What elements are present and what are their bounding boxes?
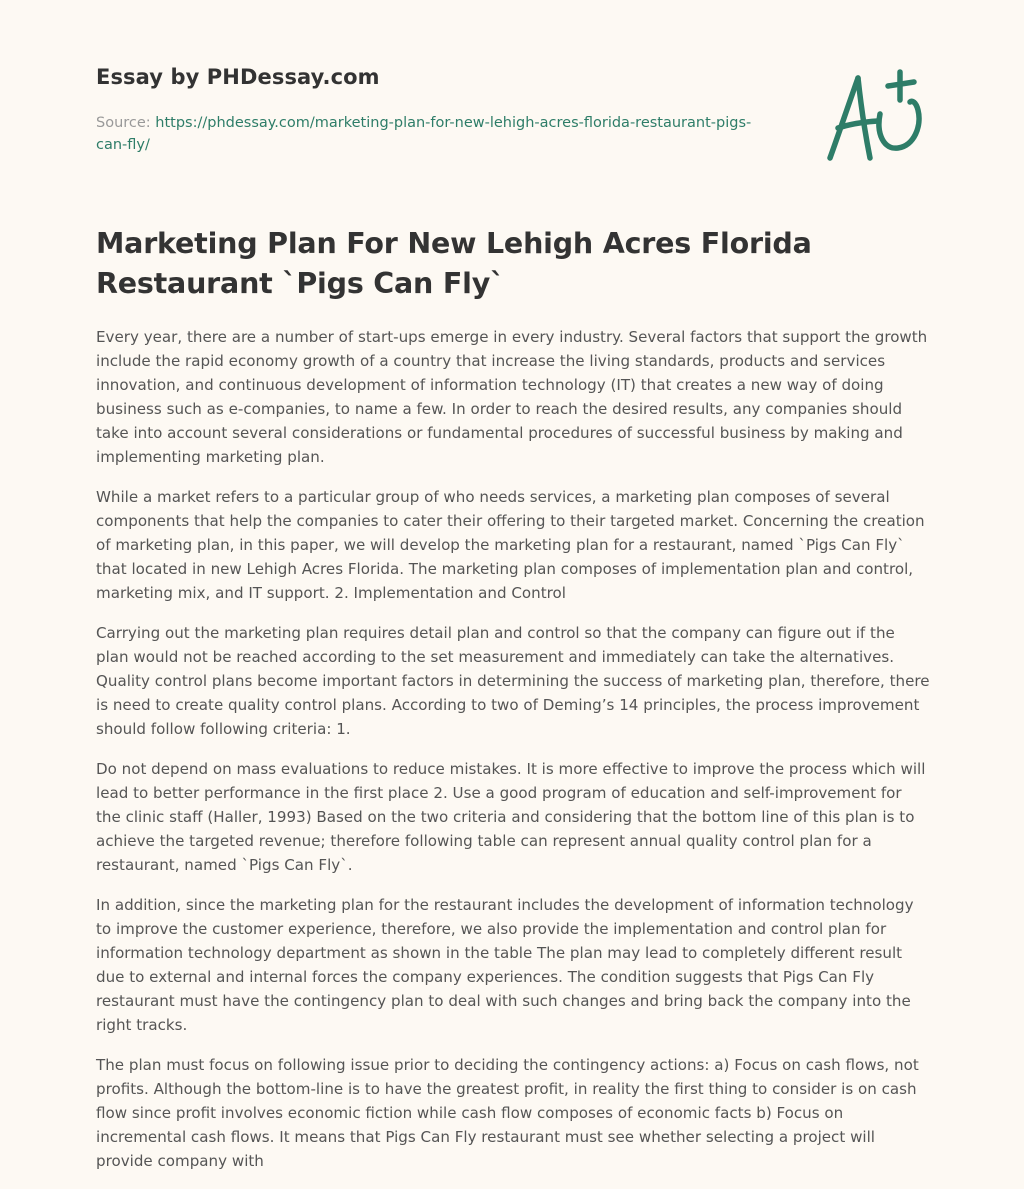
essay-paragraph: Carrying out the marketing plan requires detail plan and control so that the company can figure out if the plan would not be reached according to the set measurement and immediately can take the alternatives. Quality control plans become important factors in determining the success of marketing plan, therefore, there is need to create quality control plans. According to two of Deming’s 14 principles, the process improvement should follow following criteria: 1. [96, 624, 930, 738]
source-line [96, 112, 756, 156]
essay-paragraph: Every year, there are a number of start-ups emerge in every industry. Several factors that support the growth include the rapid economy growth of a country that increase the living standards, products and services innovation, and continuous development of information technology (IT) that creates a new way of doing business such as e-companies, to name a few. In order to reach the desired results, any companies should take into account several considerations or fundamental procedures of successful business by making and implementing marketing plan. [96, 328, 928, 466]
essay-paragraph: In addition, since the marketing plan for the restaurant includes the development of information technology to improve the customer experience, therefore, we also provide the implementation and control plan for information technology department as shown in the table The plan may lead to completely different result due to external and internal forces the company experiences. The condition suggests that Pigs Can Fly restaurant must have the contingency plan to deal with such changes and bring back the company into the right tracks. [96, 896, 914, 1034]
essay-paragraph: Do not depend on mass evaluations to reduce mistakes. It is more effective to improve the process which will lead to better performance in the first place 2. Use a good program of education and self-improvement for the clinic staff (Haller, 1993) Based on the two criteria and considering that the bottom line of this plan is to achieve the targeted revenue; therefore following table can represent annual quality control plan for a restaurant, named `Pigs Can Fly`. [96, 760, 926, 874]
source-link[interactable]: https://phdessay.com/marketing-plan-for-new-lehigh-acres-florida-restaurant-pigs-can-fly/ [96, 115, 752, 153]
source-label: Source: [96, 115, 151, 131]
site-brand: Essay by PHDessay.com [96, 65, 380, 89]
essay-title: Marketing Plan For New Lehigh Acres Florida Restaurant `Pigs Can Fly` [96, 227, 812, 300]
essay-paragraph: The plan must focus on following issue prior to deciding the contingency actions: a) Focus on cash flows, not profits. Although the bottom-line is to have the greatest profit, in reality the first thing to consider is on cash flow since profit involves economic fiction while cash flow composes of economic facts b) Focus on incremental cash flows. It means that Pigs Can Fly restaurant must see whether selecting a project will provide company with [96, 1056, 919, 1170]
essay-paragraph: While a market refers to a particular group of who needs services, a marketing plan composes of several components that help the companies to cater their offering to their targeted market. Concerning the creation of marketing plan, in this paper, we will develop the marketing plan for a restaurant, named `Pigs Can Fly` that located in new Lehigh Acres Florida. The marketing plan composes of implementation plan and control, marketing mix, and IT support. 2. Implementation and Control [96, 488, 925, 602]
a-plus-logo-icon [818, 66, 928, 166]
essay-body [96, 325, 930, 1189]
